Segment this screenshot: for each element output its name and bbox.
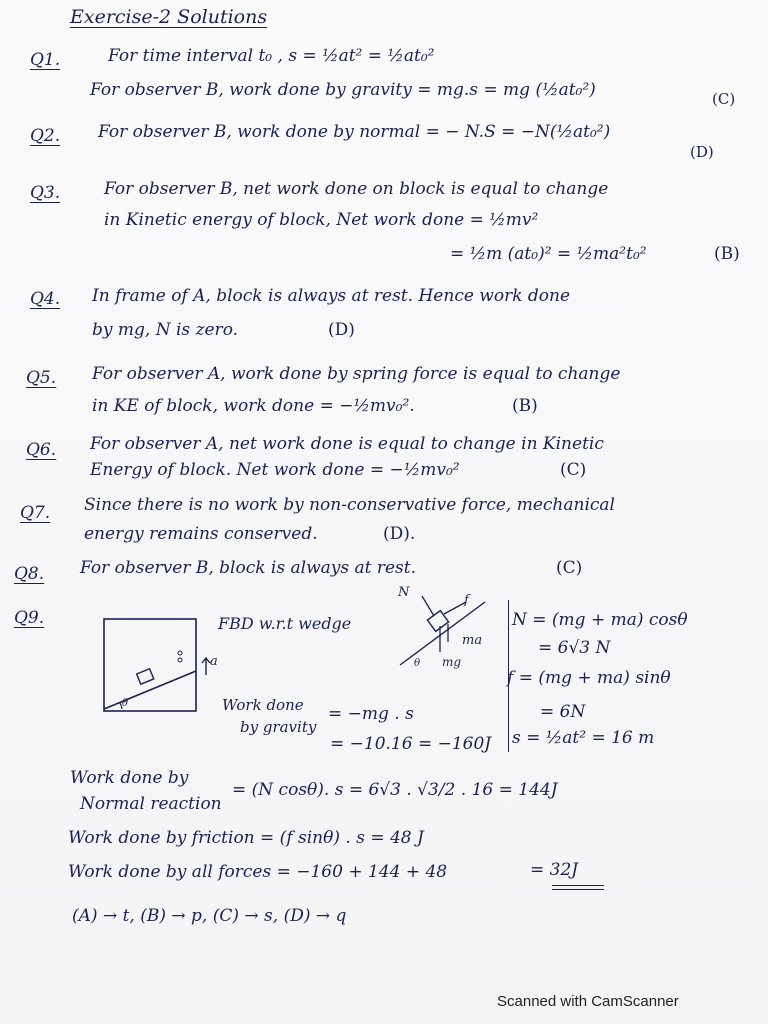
q3-line2: in Kinetic energy of block, Net work done = ½mv²: [104, 210, 539, 230]
block: [137, 669, 154, 684]
fbd-mg-label: mg: [442, 655, 462, 669]
fbd-title: FBD w.r.t wedge: [218, 614, 352, 633]
q6-label: Q6.: [26, 440, 57, 460]
gravity-label-1: Work done: [222, 696, 304, 714]
q6-answer: (C): [560, 460, 587, 480]
q1-answer: (C): [712, 90, 736, 108]
q5-answer: (B): [512, 396, 538, 416]
matching-line: (A) → t, (B) → p, (C) → s, (D) → q: [72, 906, 347, 926]
spring-mark: [178, 658, 182, 662]
q3-label: Q3.: [30, 183, 61, 203]
q4-label: Q4.: [30, 289, 61, 309]
q5-line2: in KE of block, work done = −½mv₀².: [92, 396, 415, 416]
fbd-diagram: [390, 580, 500, 680]
q7-line1: Since there is no work by non-conservative force, mechanical: [84, 495, 615, 515]
normal-label-2: Normal reaction: [80, 794, 222, 814]
q7-line2: energy remains conserved.: [84, 524, 318, 544]
accel-label: a: [210, 654, 218, 669]
q9-f-line2: = 6N: [540, 702, 586, 722]
q8-line1: For observer B, block is always at rest.: [80, 558, 417, 578]
q1-line2: For observer B, work done by gravity = mg.s = mg (½at₀²): [90, 80, 596, 100]
wedge-diagram: [100, 615, 218, 715]
q4-line2: by mg, N is zero.: [92, 320, 239, 340]
q8-label: Q8.: [14, 564, 45, 584]
q3-line1: For observer B, net work done on block is equal to change: [104, 179, 609, 199]
q4-answer: (D): [328, 320, 355, 340]
spring-mark: [178, 651, 182, 655]
page-title: Exercise-2 Solutions: [70, 6, 268, 28]
all-forces-result: = 32J: [530, 860, 579, 880]
q6-line2: Energy of block. Net work done = −½mv₀²: [90, 460, 460, 480]
fbd-ma-label: ma: [462, 633, 483, 648]
scanner-watermark: Scanned with CamScanner: [497, 993, 679, 1010]
normal-label-1: Work done by: [70, 768, 189, 788]
theta-label: θ: [122, 698, 129, 709]
q2-label: Q2.: [30, 126, 61, 146]
q9-N-line2: = 6√3 N: [538, 638, 611, 658]
gravity-label-2: by gravity: [240, 718, 317, 736]
normal-eq: = (N cosθ). s = 6√3 . √3/2 . 16 = 144J: [232, 780, 558, 800]
q8-answer: (C): [556, 558, 583, 578]
friction-arrow: [444, 602, 466, 614]
gravity-eq-1: = −mg . s: [328, 704, 414, 724]
fbd-theta-label: θ: [414, 658, 421, 669]
q7-answer: (D).: [383, 524, 416, 544]
q6-line1: For observer A, net work done is equal to change in Kinetic: [90, 434, 604, 454]
q1-line1: For time interval t₀ , s = ½at² = ½at₀²: [108, 46, 435, 66]
q9-f-line1: f = (mg + ma) sinθ: [507, 668, 671, 688]
normal-arrow: [422, 596, 434, 616]
q9-s-line: s = ½at² = 16 m: [512, 728, 655, 748]
q1-label: Q1.: [30, 50, 61, 70]
q3-line3: = ½m (at₀)² = ½ma²t₀²: [450, 244, 647, 264]
q4-line1: In frame of A, block is always at rest. Hence work done: [92, 286, 571, 306]
q9-label: Q9.: [14, 608, 45, 628]
gravity-eq-2: = −10.16 = −160J: [330, 734, 492, 754]
result-underline: [552, 889, 604, 890]
friction-line: Work done by friction = (f sinθ) . s = 48 J: [68, 828, 424, 848]
fbd-f-label: f: [464, 593, 469, 608]
wedge-box: [104, 619, 196, 711]
fbd-N-label: N: [398, 585, 410, 600]
q2-answer: (D): [690, 143, 714, 161]
q3-answer: (B): [714, 244, 740, 264]
result-underline: [552, 885, 604, 886]
incline-line: [104, 671, 196, 709]
q5-label: Q5.: [26, 368, 57, 388]
q2-line1: For observer B, work done by normal = − N.S = −N(½at₀²): [98, 122, 611, 142]
q5-line1: For observer A, work done by spring force is equal to change: [92, 364, 621, 384]
q9-N-line1: N = (mg + ma) cosθ: [512, 610, 688, 630]
q7-label: Q7.: [20, 503, 51, 523]
all-forces-line: Work done by all forces = −160 + 144 + 48: [68, 862, 448, 882]
